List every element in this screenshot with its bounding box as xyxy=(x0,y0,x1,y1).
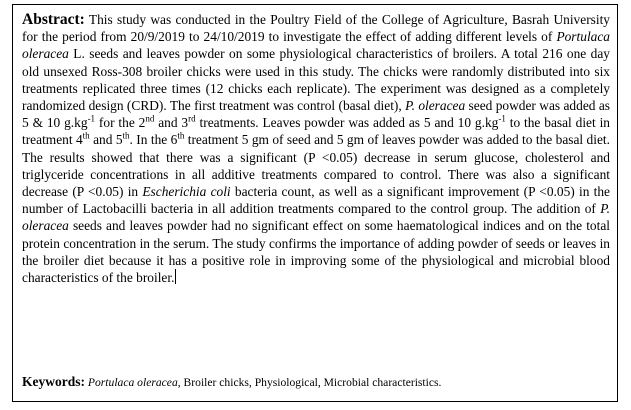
abstract-label: Abstract: xyxy=(22,11,85,28)
bacteria-name: Escherichia coli xyxy=(142,184,231,200)
superscript: th xyxy=(82,130,90,141)
superscript: nd xyxy=(145,113,155,124)
species-name: Portulaca oleracea xyxy=(22,29,610,62)
abstract-text-6: treatments. Leaves powder was added as 5 and 10 g.kg xyxy=(195,115,499,131)
keywords-rest: , Broiler chicks, Physiological, Microbial characteristics. xyxy=(177,376,442,389)
abstract-paragraph xyxy=(22,11,610,286)
abstract-text-4: for the 2 xyxy=(95,115,146,131)
abstract-text-5: and 3 xyxy=(154,115,189,131)
superscript: -1 xyxy=(87,113,96,124)
abstract-text-1: This study was conducted in the Poultry Field of the College of Agriculture, Basrah University for the period from 20/9/2019 to 24/10/2019 to investigate the effect of adding different levels of xyxy=(22,12,610,45)
superscript: th xyxy=(122,130,130,141)
abstract-text-8: and 5 xyxy=(89,132,123,148)
superscript: -1 xyxy=(498,113,506,124)
superscript: th xyxy=(177,130,185,141)
abstract-text-11: bacteria count, as well as a significant improvement (P <0.05) in the number of Lactobacilli bacteria in all addition treatments compared to the control group. The addition of xyxy=(22,184,610,217)
abstract-text-7: to the basal diet in treatment 4 xyxy=(22,115,611,148)
species-abbrev: P. oleracea xyxy=(22,201,610,234)
abstract-text-2: L. seeds and leaves powder on some physiological characteristics of broilers. A total 216 one day old unsexed Ross-308 broiler chicks were used in this study. The chicks were randomly distributed into six treatments replicated three times (12 chicks each replicate). The experiment was designed as a completely randomized design (CRD). The first treatment was control (basal diet), xyxy=(22,46,610,114)
species-abbrev: P. oleracea xyxy=(405,98,466,114)
text-cursor xyxy=(175,269,176,284)
abstract-text-9: . In the 6 xyxy=(129,132,178,148)
abstract-text-12: seeds and leaves powder had no significant effect on some haematological indices and on the total protein concentration in the serum. The study confirms the importance of adding powder of seeds or leaves in the broiler diet because it has a positive role in improving some of the physiological and microbial blood characteristics of the broiler. xyxy=(22,218,610,286)
keywords-label: Keywords: xyxy=(22,374,85,389)
keyword-species: Portulaca oleracea xyxy=(87,376,178,389)
superscript: rd xyxy=(188,113,196,124)
abstract-box xyxy=(12,4,618,402)
keywords-line xyxy=(22,374,610,390)
abstract-text-3: seed powder was added as 5 & 10 g.kg xyxy=(22,98,610,131)
abstract-text-10: treatment 5 gm of seed and 5 gm of leaves powder was added to the basal diet. The results showed that there was a significant (P <0.05) decrease in serum glucose, cholesterol and triglyceride concentrations in all additive treatments compared to control. There was also a significant decrease (P <0.05) in xyxy=(22,132,610,200)
